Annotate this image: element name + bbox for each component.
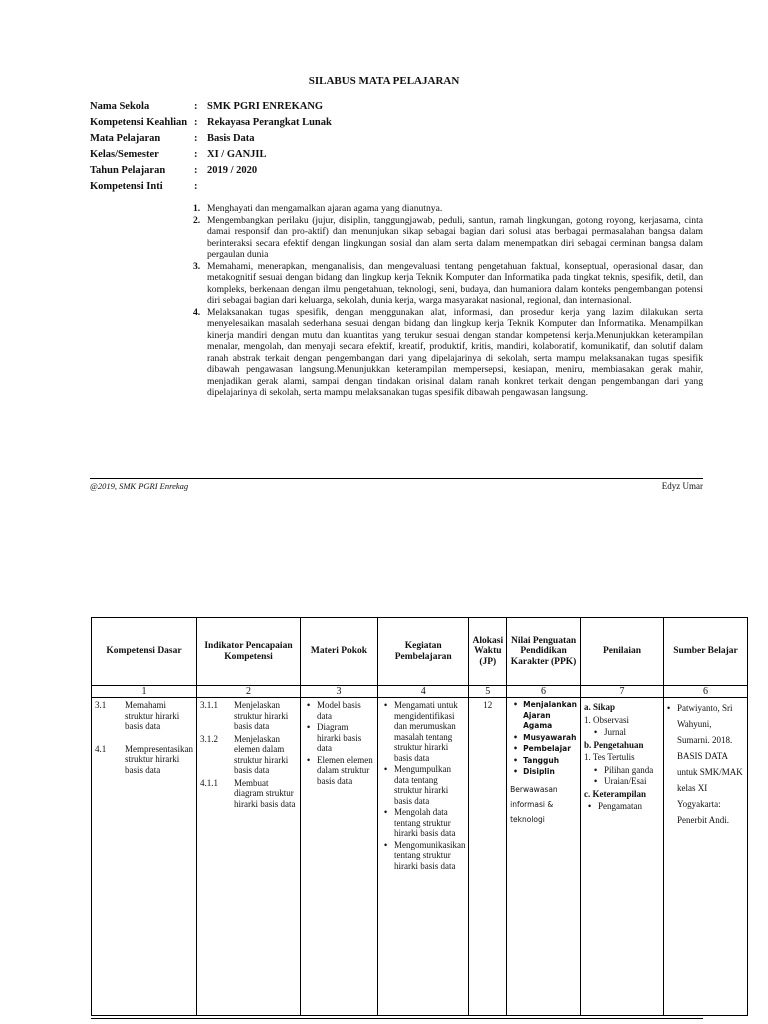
ipk-text: Menjelaskan struktur hirarki basis data	[233, 700, 289, 731]
ppk-item: • Tangguh	[523, 756, 577, 767]
kompetensi-inti-number: 3.	[193, 260, 201, 272]
kd-item	[95, 744, 193, 776]
ipk-cell	[196, 698, 300, 1016]
kompetensi-inti-text: Melaksanakan tugas spesifik, dengan menggunakan alat, informasi, dan prosedur kerja yang lazim dilakukan serta menyelesaikan masalah sederhana sesuai dengan bidang dan lingkup kerja Teknik Komputer dan Informatika. Menampilkan kinerja mandiri dengan mutu dan kuantitas yang terukur sesuai dengan standar kompetensi kerja.Menunjukkan keterampilan menalar, mengolah, dan menyaji secara efektif, kreatif, produktif, kritis, mandiri, kolaboratif, komunikatif, dan solutif dalam ranah abstrak terkait dengan pengembangan dari yang dipelajarinya di sekolah, serta mampu melaksanakan tugas spesifik dibawah pengawasan langsung.Menunjukkan keterampilan mempersepsi, kesiapan, meniru, membiasakan gerak mahir, menjadikan gerak alami, sampai dengan tindakan orisinal dalam ranah konkret terkait dengan pengembangan dari yang dipelajarinya di sekolah, serta mampu melaksanakan tugas spesifik dibawah pengawasan langsung.	[207, 306, 703, 398]
ppk-item: • Pembelajar	[523, 744, 577, 755]
info-colon: :	[194, 117, 198, 128]
alokasi-cell: 12	[469, 698, 507, 1016]
header-indikator: Indikator Pencapaian Kompetensi	[196, 618, 300, 686]
ipk-item	[200, 778, 297, 810]
header-alokasi-waktu: Alokasi Waktu (JP)	[469, 618, 507, 686]
kd-code: 3.1	[95, 700, 107, 710]
penilaian-pengetahuan-method: 1. Tes Tertulis	[584, 752, 635, 762]
kegiatan-list	[381, 700, 466, 871]
kompetensi-inti-item	[193, 203, 703, 215]
kd-code: 4.1	[95, 743, 107, 754]
penilaian-item: • Jurnal	[604, 727, 660, 738]
info-colon: :	[194, 101, 198, 112]
materi-item: • Diagram hirarki basis data	[317, 722, 374, 754]
kd-text: Memahami struktur hirarki basis data	[125, 700, 180, 731]
info-colon: :	[194, 149, 198, 160]
penilaian-sikap-heading: a. Sikap	[584, 702, 616, 712]
penilaian-item: • Pilihan ganda	[604, 765, 660, 776]
sumber-item: • Patwiyanto, Sri Wahyuni, Sumarni. 2018. BASIS DATA untuk SMK/MAK kelas XI Yogyakarta: Penerbit Andi.	[677, 700, 744, 828]
column-number: 5	[469, 686, 507, 698]
info-label: Kelas/Semester	[90, 149, 159, 160]
kd-list	[95, 700, 193, 775]
materi-item: • Model basis data	[317, 700, 374, 721]
kompetensi-inti-item	[193, 261, 703, 307]
kompetensi-inti-item	[193, 215, 703, 261]
penilaian-item: • Uraian/Esai	[604, 776, 660, 787]
sikap-items	[584, 727, 660, 738]
column-number: 4	[377, 686, 469, 698]
ppk-item: • Menjalankan Ajaran Agama	[523, 700, 577, 732]
header-penilaian: Penilaian	[581, 618, 664, 686]
ppk-item: • Musyawarah	[523, 733, 577, 744]
column-number-row	[92, 686, 748, 698]
info-label: Mata Pelajaran	[90, 133, 161, 144]
penilaian-pengetahuan-heading: b. Pengetahuan	[584, 739, 644, 750]
ipk-code: 3.1.2	[199, 733, 218, 744]
ipk-item	[200, 734, 297, 776]
kompetensi-inti-number: 2.	[193, 214, 201, 226]
footer-copyright: @2019, SMK PGRI Enrekag	[90, 481, 189, 491]
penilaian-keterampilan-heading: c. Keterampilan	[584, 788, 646, 799]
ipk-code: 3.1.1	[199, 700, 218, 710]
bottom-divider	[91, 1018, 703, 1019]
info-value: Rekayasa Perangkat Lunak	[207, 117, 332, 128]
kompetensi-inti-number: 1.	[193, 203, 201, 214]
keterampilan-items	[584, 801, 660, 812]
info-colon: :	[194, 165, 198, 176]
ipk-code: 4.1.1	[199, 777, 218, 788]
sumber-list	[667, 700, 744, 828]
info-colon: :	[194, 133, 198, 144]
kegiatan-item: • Mengamati untuk mengidentifikasi dan merumuskan masalah tentang struktur hirarki basis data	[394, 700, 466, 763]
kompetensi-inti-list	[193, 203, 703, 399]
ipk-list	[200, 700, 297, 809]
column-number: 6	[507, 686, 581, 698]
penilaian-sikap-method: 1. Observasi	[584, 714, 629, 725]
header-kompetensi-dasar: Kompetensi Dasar	[92, 618, 197, 686]
info-colon: :	[194, 181, 198, 192]
info-label: Tahun Pelajaran	[90, 165, 166, 176]
kompetensi-inti-item	[193, 307, 703, 399]
pengetahuan-items	[584, 765, 660, 787]
materi-list	[304, 700, 374, 786]
materi-cell	[300, 698, 377, 1016]
kompetensi-inti-text: Menghayati dan mengamalkan ajaran agama yang dianutnya.	[207, 203, 443, 214]
kd-item	[95, 700, 193, 732]
kegiatan-cell	[377, 698, 469, 1016]
info-label: Kompetensi Keahlian	[90, 117, 188, 128]
kompetensi-inti-text: Memahami, menerapkan, menganalisis, dan mengevaluasi tentang pengetahuan faktual, konseptual, operasional dasar, dan metakognitif sesuai dengan bidang dan lingkup kerja Teknik Komputer dan Informatika pada tingkat teknis, spesifik, detil, dan kompleks, berkenaan dengan ilmu pengetahuan, teknologi, seni, budaya, dan humaniora dalam konteks pengembangan potensi diri sebagai bagian dari keluarga, sekolah, dunia kerja, warga masyarakat nasional, regional, dan internasional.	[207, 260, 703, 306]
document-title: SILABUS MATA PELAJARAN	[308, 75, 460, 87]
table-header-row	[92, 618, 748, 686]
header-sumber-belajar: Sumber Belajar	[664, 618, 748, 686]
kegiatan-item: • Mengolah data tentang struktur hirarki basis data	[394, 807, 466, 839]
kegiatan-item: • Mengumpulkan data tentang struktur hirarki basis data	[394, 764, 466, 806]
ipk-item	[200, 700, 297, 732]
kd-text: Mempresentasikan struktur hirarki basis data	[125, 743, 193, 775]
ppk-item: • Disiplin	[523, 767, 577, 778]
footer-author: Edyz Umar	[661, 481, 703, 491]
header-materi-pokok: Materi Pokok	[300, 618, 377, 686]
materi-item: • Elemen elemen dalam struktur basis data	[317, 755, 374, 787]
penilaian-cell	[581, 698, 664, 1016]
column-number: 6	[664, 686, 748, 698]
ppk-list	[510, 700, 577, 778]
info-label: Kompetensi Inti	[90, 181, 163, 192]
header-kegiatan: Kegiatan Pembelajaran	[377, 618, 469, 686]
kegiatan-item: • Mengomunikasikan tentang struktur hirarki basis data	[394, 840, 466, 872]
kompetensi-inti-number: 4.	[193, 306, 201, 318]
ipk-text: Membuat diagram struktur hirarki basis data	[233, 777, 296, 809]
info-value: Basis Data	[207, 133, 255, 144]
header-ppk: Nilai Penguatan Pendidikan Karakter (PPK)	[507, 618, 581, 686]
ppk-extra: Berwawasan informasi & teknologi	[510, 784, 558, 824]
sumber-cell	[664, 698, 748, 1016]
ppk-cell	[507, 698, 581, 1016]
table-body-row	[92, 698, 748, 1016]
kd-cell	[92, 698, 197, 1016]
info-value: XI / GANJIL	[207, 149, 267, 160]
info-value: 2019 / 2020	[207, 165, 258, 176]
info-label: Nama Sekola	[90, 101, 150, 112]
column-number: 7	[581, 686, 664, 698]
info-value: SMK PGRI ENREKANG	[207, 101, 324, 112]
column-number: 2	[196, 686, 300, 698]
ipk-text: Menjelaskan elemen dalam struktur hirarki basis data	[233, 733, 289, 775]
penilaian-item: • Pengamatan	[598, 801, 660, 812]
syllabus-table	[91, 617, 748, 1016]
footer-divider	[90, 478, 703, 479]
column-number: 3	[300, 686, 377, 698]
column-number: 1	[92, 686, 197, 698]
kompetensi-inti-text: Mengembangkan perilaku (jujur, disiplin, tanggungjawab, peduli, santun, ramah lingkungan, gotong royong, kerjasama, cinta damai responsif dan pro-aktif) dan menunjukan sikap sebagai bagian dari solusi atas berbagai permasalahan bangsa dalam berinteraksi secara efektif dengan lingkungan sosial dan alam serta dalam menempatkan diri sebagai cerminan bangsa dalam pergaulan dunia	[207, 214, 703, 260]
